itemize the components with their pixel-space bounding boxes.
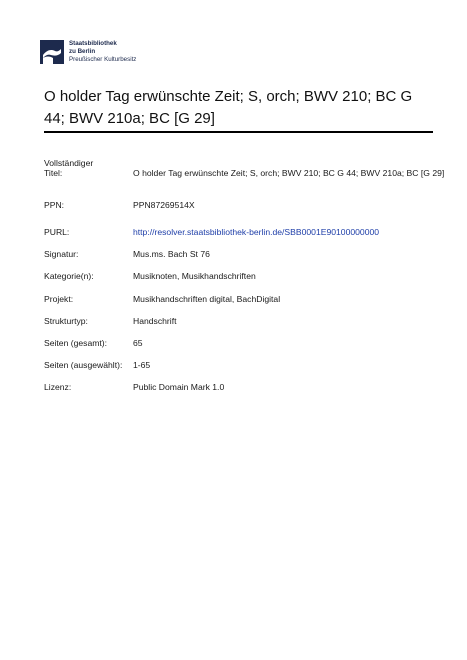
meta-row-seiten-gesamt: [44, 338, 454, 360]
meta-value-seiten-gesamt: 65: [133, 338, 143, 348]
meta-label-signatur: Signatur:: [44, 249, 79, 259]
meta-row-purl: [44, 227, 454, 249]
meta-row-kategorie: [44, 271, 454, 294]
eagle-icon: [40, 40, 64, 64]
meta-value-title: O holder Tag erwünschte Zeit; S, orch; BWV 210; BC G 44; BWV 210a; BC [G 29]: [133, 168, 445, 178]
meta-value-kategorie: Musiknoten, Musikhandschriften: [133, 271, 256, 281]
meta-label-seiten-gesamt: Seiten (gesamt):: [44, 338, 108, 348]
purl-link[interactable]: http://resolver.staatsbibliothek-berlin.de/SBB0001E90100000000: [133, 227, 380, 237]
meta-row-strukturtyp: [44, 316, 454, 338]
meta-row-projekt: [44, 294, 454, 316]
library-logo: [40, 40, 160, 70]
meta-value-seiten-ausgewaehlt: 1-65: [133, 360, 151, 370]
meta-label-ppn: PPN:: [44, 200, 65, 210]
meta-label-projekt: Projekt:: [44, 294, 74, 304]
metadata-list: [44, 158, 454, 404]
meta-label-title-line2: Titel:: [44, 168, 63, 178]
meta-value-signatur: Mus.ms. Bach St 76: [133, 249, 210, 259]
meta-row-signatur: [44, 249, 454, 271]
meta-row-ppn: [44, 200, 454, 227]
title-divider: [44, 131, 433, 133]
meta-label-purl: PURL:: [44, 227, 70, 237]
meta-label-seiten-ausgewaehlt: Seiten (ausgewählt):: [44, 360, 123, 370]
meta-label-lizenz: Lizenz:: [44, 382, 72, 392]
meta-row-lizenz: [44, 382, 454, 404]
meta-row-title: [44, 158, 454, 200]
meta-value-projekt: Musikhandschriften digital, BachDigital: [133, 294, 281, 304]
meta-row-seiten-ausgewaehlt: [44, 360, 454, 382]
meta-value-ppn: PPN87269514X: [133, 200, 195, 210]
meta-label-title: [44, 158, 132, 178]
meta-value-strukturtyp: Handschrift: [133, 316, 177, 326]
meta-label-strukturtyp: Strukturtyp:: [44, 316, 88, 326]
meta-label-title-line1: Vollständiger: [44, 158, 94, 168]
document-title: O holder Tag erwünschte Zeit; S, orch; BWV 210; BC G 44; BWV 210a; BC [G 29]: [44, 88, 413, 127]
meta-label-kategorie: Kategorie(n):: [44, 271, 94, 281]
meta-value-purl: [133, 227, 449, 237]
logo-line-2: zu Berlin: [69, 48, 96, 55]
meta-value-lizenz: Public Domain Mark 1.0: [133, 382, 225, 392]
logo-line-1: Staatsbibliothek: [69, 40, 117, 47]
logo-line-3: Preußischer Kulturbesitz: [69, 56, 137, 63]
